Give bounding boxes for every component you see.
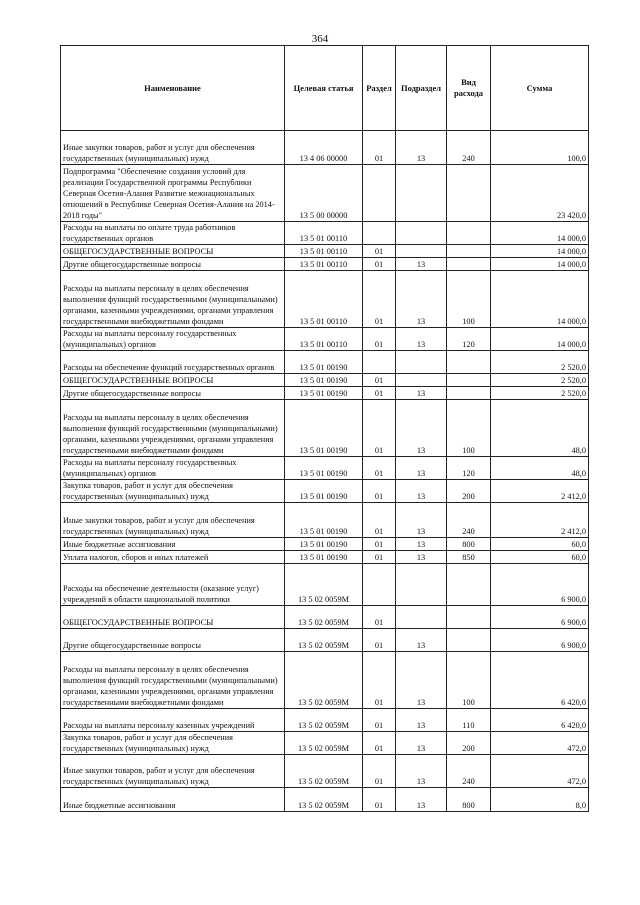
row-subsection <box>396 222 447 245</box>
row-kind: 200 <box>447 732 491 755</box>
row-sum: 2 520,0 <box>491 374 589 387</box>
row-subsection: 13 <box>396 629 447 652</box>
row-subsection <box>396 606 447 629</box>
row-target: 13 5 01 00110 <box>285 328 363 351</box>
row-target: 13 5 02 0059М <box>285 652 363 709</box>
row-kind <box>447 351 491 374</box>
table-row <box>61 374 589 387</box>
row-target: 13 5 01 00110 <box>285 258 363 271</box>
row-section: 01 <box>363 652 396 709</box>
row-name: Расходы на выплаты по оплате труда работников государственных органов <box>61 222 285 245</box>
row-kind <box>447 564 491 606</box>
row-section: 01 <box>363 732 396 755</box>
row-subsection: 13 <box>396 400 447 457</box>
row-sum: 8,0 <box>491 788 589 812</box>
row-target: 13 5 01 00190 <box>285 351 363 374</box>
row-subsection: 13 <box>396 503 447 538</box>
row-sum: 472,0 <box>491 755 589 788</box>
row-target: 13 5 02 0059М <box>285 709 363 732</box>
row-sum: 6 900,0 <box>491 629 589 652</box>
row-section: 01 <box>363 245 396 258</box>
row-subsection: 13 <box>396 457 447 480</box>
row-section: 01 <box>363 457 396 480</box>
row-section <box>363 165 396 222</box>
row-name: Уплата налогов, сборов и иных платежей <box>61 551 285 564</box>
table-row <box>61 165 589 222</box>
table-row <box>61 258 589 271</box>
row-section: 01 <box>363 503 396 538</box>
row-name: Расходы на выплаты персоналу в целях обеспечения выполнения функций государственными (муниципальными) органами, казенными учреждениями, органами управления государственными внебюджетными фондами <box>61 652 285 709</box>
row-name: Расходы на выплаты персоналу в целях обеспечения выполнения функций государственными (муниципальными) органами, казенными учреждениями, органами управления государственными внебюджетными фондами <box>61 400 285 457</box>
row-section: 01 <box>363 551 396 564</box>
row-subsection <box>396 564 447 606</box>
row-kind <box>447 222 491 245</box>
row-subsection: 13 <box>396 538 447 551</box>
row-sum: 2 412,0 <box>491 480 589 503</box>
row-kind: 200 <box>447 480 491 503</box>
row-sum: 48,0 <box>491 457 589 480</box>
row-name: ОБЩЕГОСУДАРСТВЕННЫЕ ВОПРОСЫ <box>61 374 285 387</box>
row-sum: 14 000,0 <box>491 245 589 258</box>
row-sum: 2 412,0 <box>491 503 589 538</box>
row-kind: 240 <box>447 503 491 538</box>
row-name: Расходы на выплаты персоналу казенных учреждений <box>61 709 285 732</box>
row-target: 13 5 02 0059М <box>285 788 363 812</box>
row-kind: 240 <box>447 755 491 788</box>
row-target: 13 5 01 00190 <box>285 551 363 564</box>
table-row <box>61 480 589 503</box>
row-sum: 6 420,0 <box>491 652 589 709</box>
row-target: 13 5 01 00110 <box>285 222 363 245</box>
row-sum: 14 000,0 <box>491 222 589 245</box>
row-subsection: 13 <box>396 387 447 400</box>
row-section: 01 <box>363 328 396 351</box>
row-name: Другие общегосударственные вопросы <box>61 629 285 652</box>
row-section: 01 <box>363 400 396 457</box>
row-section <box>363 222 396 245</box>
row-subsection <box>396 165 447 222</box>
row-section: 01 <box>363 131 396 165</box>
row-name: Иные бюджетные ассигнования <box>61 788 285 812</box>
row-sum: 23 420,0 <box>491 165 589 222</box>
table-header-row <box>61 46 589 131</box>
row-sum: 6 900,0 <box>491 564 589 606</box>
row-name: Иные закупки товаров, работ и услуг для обеспечения государственных (муниципальных) нужд <box>61 503 285 538</box>
table-row <box>61 131 589 165</box>
row-subsection: 13 <box>396 709 447 732</box>
row-name: Расходы на обеспечение функций государственных органов <box>61 351 285 374</box>
row-kind: 100 <box>447 652 491 709</box>
row-sum: 14 000,0 <box>491 258 589 271</box>
row-section: 01 <box>363 629 396 652</box>
row-kind <box>447 258 491 271</box>
row-kind: 100 <box>447 400 491 457</box>
row-sum: 2 520,0 <box>491 387 589 400</box>
table-row <box>61 551 589 564</box>
table-row <box>61 564 589 606</box>
header-subsection: Подраздел <box>396 46 447 131</box>
row-section: 01 <box>363 709 396 732</box>
row-name: ОБЩЕГОСУДАРСТВЕННЫЕ ВОПРОСЫ <box>61 606 285 629</box>
row-section: 01 <box>363 271 396 328</box>
header-name: Наименование <box>61 46 285 131</box>
row-kind <box>447 165 491 222</box>
row-kind <box>447 629 491 652</box>
table-row <box>61 245 589 258</box>
table-row <box>61 629 589 652</box>
row-subsection <box>396 351 447 374</box>
table-row <box>61 387 589 400</box>
row-section <box>363 351 396 374</box>
row-kind <box>447 374 491 387</box>
row-section: 01 <box>363 538 396 551</box>
row-subsection: 13 <box>396 788 447 812</box>
row-kind <box>447 387 491 400</box>
table-row <box>61 755 589 788</box>
row-target: 13 5 00 00000 <box>285 165 363 222</box>
row-sum: 14 000,0 <box>491 271 589 328</box>
row-target: 13 5 02 0059М <box>285 606 363 629</box>
row-name: Расходы на выплаты персоналу в целях обеспечения выполнения функций государственными (муниципальными) органами, казенными учреждениями, органами управления государственными внебюджетными фондами <box>61 271 285 328</box>
row-name: Закупка товаров, работ и услуг для обеспечения государственных (муниципальных) нужд <box>61 732 285 755</box>
row-target: 13 5 02 0059М <box>285 755 363 788</box>
header-kind: Вид расхода <box>447 46 491 131</box>
row-subsection: 13 <box>396 755 447 788</box>
table-row <box>61 606 589 629</box>
row-target: 13 5 01 00110 <box>285 245 363 258</box>
row-section: 01 <box>363 755 396 788</box>
budget-table <box>60 45 589 812</box>
table-row <box>61 457 589 480</box>
table-row <box>61 652 589 709</box>
row-name: Расходы на выплаты персоналу государственных (муниципальных) органов <box>61 457 285 480</box>
row-target: 13 5 01 00190 <box>285 457 363 480</box>
row-sum: 48,0 <box>491 400 589 457</box>
row-section: 01 <box>363 387 396 400</box>
row-target: 13 5 01 00110 <box>285 271 363 328</box>
table-row <box>61 503 589 538</box>
table-row <box>61 271 589 328</box>
row-subsection: 13 <box>396 328 447 351</box>
table-row <box>61 400 589 457</box>
row-name: Расходы на выплаты персоналу государственных (муниципальных) органов <box>61 328 285 351</box>
row-section: 01 <box>363 606 396 629</box>
row-name: Иные закупки товаров, работ и услуг для обеспечения государственных (муниципальных) нужд <box>61 131 285 165</box>
table-row <box>61 538 589 551</box>
row-sum: 60,0 <box>491 551 589 564</box>
row-target: 13 5 02 0059М <box>285 732 363 755</box>
table-row <box>61 222 589 245</box>
row-name: Другие общегосударственные вопросы <box>61 258 285 271</box>
table-row <box>61 709 589 732</box>
row-sum: 100,0 <box>491 131 589 165</box>
row-kind <box>447 606 491 629</box>
row-target: 13 5 01 00190 <box>285 387 363 400</box>
row-subsection: 13 <box>396 131 447 165</box>
row-target: 13 5 01 00190 <box>285 374 363 387</box>
row-subsection <box>396 245 447 258</box>
row-target: 13 5 01 00190 <box>285 480 363 503</box>
row-target: 13 5 01 00190 <box>285 538 363 551</box>
row-sum: 472,0 <box>491 732 589 755</box>
row-target: 13 5 02 0059М <box>285 629 363 652</box>
row-section: 01 <box>363 788 396 812</box>
row-kind: 110 <box>447 709 491 732</box>
header-section: Раздел <box>363 46 396 131</box>
row-subsection: 13 <box>396 652 447 709</box>
row-sum: 2 520,0 <box>491 351 589 374</box>
row-name: Подпрограмма "Обеспечение создания условий для реализации Государственной программы Республики Северная Осетия-Алания Развитие межнациональных отношений в Республике Северная Осетия-Алания на 2014-2018 годы" <box>61 165 285 222</box>
row-name: ОБЩЕГОСУДАРСТВЕННЫЕ ВОПРОСЫ <box>61 245 285 258</box>
row-kind: 120 <box>447 328 491 351</box>
row-kind: 800 <box>447 538 491 551</box>
row-kind: 850 <box>447 551 491 564</box>
row-target: 13 5 02 0059М <box>285 564 363 606</box>
row-name: Другие общегосударственные вопросы <box>61 387 285 400</box>
table-body <box>61 131 589 812</box>
row-target: 13 5 01 00190 <box>285 503 363 538</box>
row-sum: 6 420,0 <box>491 709 589 732</box>
table-row <box>61 328 589 351</box>
row-target: 13 5 01 00190 <box>285 400 363 457</box>
table-row <box>61 732 589 755</box>
row-sum: 6 900,0 <box>491 606 589 629</box>
row-sum: 14 000,0 <box>491 328 589 351</box>
row-section: 01 <box>363 258 396 271</box>
row-name: Иные бюджетные ассигнования <box>61 538 285 551</box>
page-number: 364 <box>311 33 329 45</box>
row-subsection: 13 <box>396 551 447 564</box>
row-subsection: 13 <box>396 480 447 503</box>
row-section: 01 <box>363 374 396 387</box>
header-target: Целевая статья <box>285 46 363 131</box>
row-kind: 800 <box>447 788 491 812</box>
row-section <box>363 564 396 606</box>
row-section: 01 <box>363 480 396 503</box>
row-sum: 60,0 <box>491 538 589 551</box>
row-kind: 100 <box>447 271 491 328</box>
row-subsection: 13 <box>396 732 447 755</box>
row-kind: 120 <box>447 457 491 480</box>
row-subsection <box>396 374 447 387</box>
row-name: Иные закупки товаров, работ и услуг для обеспечения государственных (муниципальных) нужд <box>61 755 285 788</box>
row-subsection: 13 <box>396 271 447 328</box>
row-kind <box>447 245 491 258</box>
table-row <box>61 788 589 812</box>
row-name: Закупка товаров, работ и услуг для обеспечения государственных (муниципальных) нужд <box>61 480 285 503</box>
header-sum: Сумма <box>491 46 589 131</box>
row-subsection: 13 <box>396 258 447 271</box>
row-kind: 240 <box>447 131 491 165</box>
row-target: 13 4 06 00000 <box>285 131 363 165</box>
table-row <box>61 351 589 374</box>
row-name: Расходы на обеспечение деятельности (оказание услуг) учреждений в области национальной политики <box>61 564 285 606</box>
